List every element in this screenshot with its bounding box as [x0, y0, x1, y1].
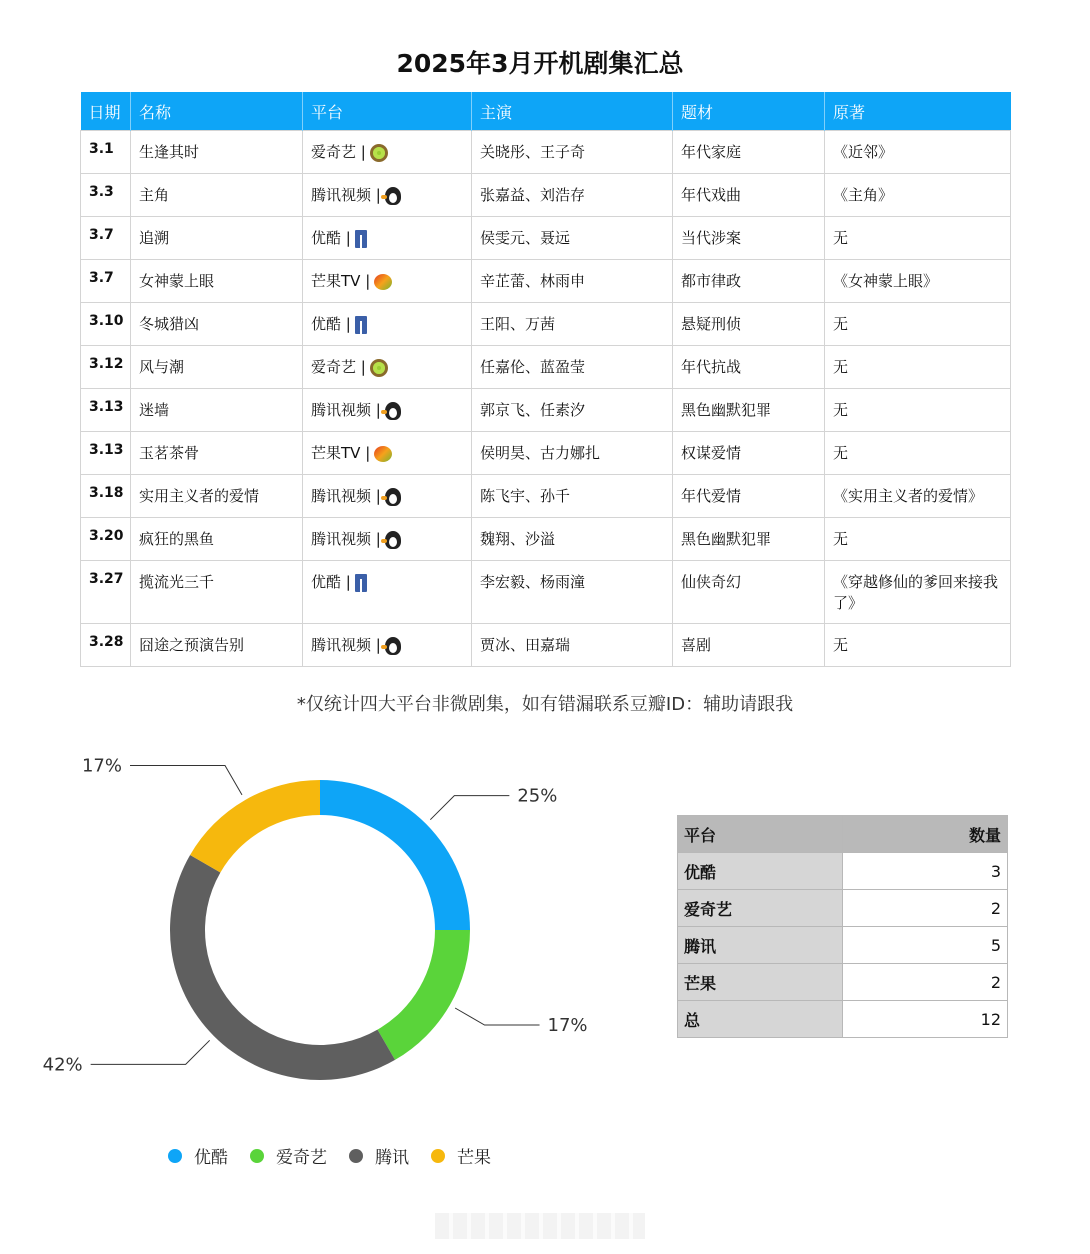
summary-row — [678, 964, 1008, 1001]
cell-source: 《穿越修仙的爹回来接我了》 — [825, 561, 1011, 624]
cell-date: 3.7 — [81, 260, 131, 303]
platform-label: 芒果TV | — [311, 272, 371, 290]
header-date: 日期 — [81, 92, 131, 131]
kiwi-icon — [370, 359, 388, 377]
cell-name: 玉茗茶骨 — [131, 432, 303, 475]
summary-value: 2 — [843, 964, 1008, 1001]
cell-platform — [303, 346, 472, 389]
cell-platform — [303, 432, 472, 475]
cell-date: 3.13 — [81, 389, 131, 432]
cell-name: 风与潮 — [131, 346, 303, 389]
summary-label: 总 — [678, 1001, 843, 1038]
platform-label: 优酷 | — [311, 229, 351, 247]
cell-source: 无 — [825, 217, 1011, 260]
platform-label: 芒果TV | — [311, 444, 371, 462]
table-row — [81, 260, 1011, 303]
cell-cast: 侯明昊、古力娜扎 — [472, 432, 673, 475]
summary-label: 爱奇艺 — [678, 890, 843, 927]
summary-label: 腾讯 — [678, 927, 843, 964]
cell-cast: 郭京飞、任素汐 — [472, 389, 673, 432]
cell-name: 揽流光三千 — [131, 561, 303, 624]
penguin-icon — [385, 637, 401, 655]
jeans-icon — [355, 230, 367, 248]
summary-header-row — [678, 816, 1008, 853]
cell-genre: 都市律政 — [673, 260, 825, 303]
cell-cast: 陈飞宇、孙千 — [472, 475, 673, 518]
platform-label: 腾讯视频 | — [311, 487, 381, 505]
cell-cast: 任嘉伦、蓝盈莹 — [472, 346, 673, 389]
cell-genre: 年代家庭 — [673, 131, 825, 174]
cell-platform — [303, 561, 472, 624]
watermark-blur — [435, 1213, 645, 1239]
summary-table — [677, 815, 1008, 1038]
summary-value: 5 — [843, 927, 1008, 964]
cell-genre: 当代涉案 — [673, 217, 825, 260]
cell-date: 3.10 — [81, 303, 131, 346]
cell-platform — [303, 260, 472, 303]
donut-slice-4 — [190, 780, 320, 873]
cell-platform — [303, 518, 472, 561]
legend-dot-icon — [168, 1149, 182, 1163]
donut-slice-2 — [378, 930, 471, 1060]
cell-source: 《女神蒙上眼》 — [825, 260, 1011, 303]
legend-item — [431, 1143, 491, 1168]
cell-platform — [303, 303, 472, 346]
cell-date: 3.12 — [81, 346, 131, 389]
legend-item — [168, 1143, 228, 1168]
cell-cast: 魏翔、沙溢 — [472, 518, 673, 561]
cell-name: 冬城猎凶 — [131, 303, 303, 346]
penguin-icon — [385, 488, 401, 506]
header-name: 名称 — [131, 92, 303, 131]
cell-source: 无 — [825, 303, 1011, 346]
cell-source: 无 — [825, 389, 1011, 432]
cell-source: 无 — [825, 432, 1011, 475]
leader-line-1 — [430, 796, 509, 820]
cell-cast: 王阳、万茜 — [472, 303, 673, 346]
cell-date: 3.1 — [81, 131, 131, 174]
cell-date: 3.28 — [81, 624, 131, 667]
penguin-icon — [385, 531, 401, 549]
table-row — [81, 561, 1011, 624]
legend-label: 优酷 — [194, 1148, 228, 1168]
legend-dot-icon — [250, 1149, 264, 1163]
jeans-icon — [355, 316, 367, 334]
table-row — [81, 475, 1011, 518]
table-row — [81, 131, 1011, 174]
percent-label-2: 17% — [547, 1015, 588, 1036]
percent-label-4: 17% — [81, 755, 122, 777]
legend-dot-icon — [431, 1149, 445, 1163]
cell-cast: 张嘉益、刘浩存 — [472, 174, 673, 217]
cell-genre: 年代爱情 — [673, 475, 825, 518]
cell-date: 3.13 — [81, 432, 131, 475]
table-row — [81, 346, 1011, 389]
leader-line-2 — [455, 1008, 539, 1025]
cell-date: 3.3 — [81, 174, 131, 217]
cell-source: 《近邻》 — [825, 131, 1011, 174]
kiwi-icon — [370, 144, 388, 162]
platform-label: 爱奇艺 | — [311, 143, 366, 161]
cell-source: 《实用主义者的爱情》 — [825, 475, 1011, 518]
cell-platform — [303, 624, 472, 667]
cell-platform — [303, 475, 472, 518]
summary-row — [678, 853, 1008, 890]
cell-genre: 年代戏曲 — [673, 174, 825, 217]
cell-date: 3.20 — [81, 518, 131, 561]
cell-platform — [303, 131, 472, 174]
header-genre: 题材 — [673, 92, 825, 131]
cell-genre: 悬疑刑侦 — [673, 303, 825, 346]
cell-source: 无 — [825, 346, 1011, 389]
table-row — [81, 303, 1011, 346]
mango-icon — [374, 446, 392, 462]
platform-label: 爱奇艺 | — [311, 358, 366, 376]
cell-cast: 侯雯元、聂远 — [472, 217, 673, 260]
summary-value: 2 — [843, 890, 1008, 927]
chart-legend — [168, 1143, 491, 1168]
cell-cast: 辛芷蕾、林雨申 — [472, 260, 673, 303]
cell-genre: 权谋爱情 — [673, 432, 825, 475]
platform-label: 腾讯视频 | — [311, 186, 381, 204]
table-row — [81, 389, 1011, 432]
leader-line-4 — [130, 765, 242, 794]
header-source: 原著 — [825, 92, 1011, 131]
table-row — [81, 624, 1011, 667]
platform-label: 优酷 | — [311, 573, 351, 591]
cell-date: 3.27 — [81, 561, 131, 624]
summary-label: 优酷 — [678, 853, 843, 890]
cell-source: 无 — [825, 624, 1011, 667]
cell-name: 主角 — [131, 174, 303, 217]
summary-header-count: 数量 — [843, 816, 1008, 853]
penguin-icon — [385, 187, 401, 205]
table-row — [81, 217, 1011, 260]
table-row — [81, 174, 1011, 217]
platform-label: 腾讯视频 | — [311, 636, 381, 654]
cell-platform — [303, 217, 472, 260]
cell-name: 实用主义者的爱情 — [131, 475, 303, 518]
summary-row — [678, 890, 1008, 927]
table-row — [81, 432, 1011, 475]
penguin-icon — [385, 402, 401, 420]
summary-label: 芒果 — [678, 964, 843, 1001]
summary-row — [678, 927, 1008, 964]
mango-icon — [374, 274, 392, 290]
legend-label: 芒果 — [457, 1148, 491, 1168]
footnote: *仅统计四大平台非微剧集，如有错漏联系豆瓣ID：辅助请跟我 — [296, 694, 794, 715]
cell-genre: 喜剧 — [673, 624, 825, 667]
platform-label: 腾讯视频 | — [311, 401, 381, 419]
legend-label: 腾讯 — [375, 1148, 409, 1168]
cell-genre: 黑色幽默犯罪 — [673, 389, 825, 432]
legend-item — [349, 1143, 409, 1168]
cell-name: 生逢其时 — [131, 131, 303, 174]
page-title: 2025年3月开机剧集汇总 — [396, 49, 684, 78]
summary-value: 12 — [843, 1001, 1008, 1038]
cell-genre: 黑色幽默犯罪 — [673, 518, 825, 561]
legend-dot-icon — [349, 1149, 363, 1163]
percent-label-1: 25% — [517, 785, 558, 807]
cell-platform — [303, 389, 472, 432]
cell-name: 追溯 — [131, 217, 303, 260]
cell-cast: 关晓彤、王子奇 — [472, 131, 673, 174]
cell-date: 3.18 — [81, 475, 131, 518]
platform-label: 腾讯视频 | — [311, 530, 381, 548]
header-platform: 平台 — [303, 92, 472, 131]
summary-row — [678, 1001, 1008, 1038]
legend-item — [250, 1143, 327, 1168]
cell-cast: 贾冰、田嘉瑞 — [472, 624, 673, 667]
cell-name: 疯狂的黑鱼 — [131, 518, 303, 561]
cell-source: 《主角》 — [825, 174, 1011, 217]
platform-label: 优酷 | — [311, 315, 351, 333]
legend-label: 爱奇艺 — [276, 1148, 327, 1168]
table-header-row — [81, 92, 1011, 131]
cell-platform — [303, 174, 472, 217]
cell-name: 女神蒙上眼 — [131, 260, 303, 303]
cell-name: 迷墙 — [131, 389, 303, 432]
cell-cast: 李宏毅、杨雨潼 — [472, 561, 673, 624]
summary-value: 3 — [843, 853, 1008, 890]
header-cast: 主演 — [472, 92, 673, 131]
cell-source: 无 — [825, 518, 1011, 561]
leader-line-3 — [91, 1040, 210, 1064]
summary-header-platform: 平台 — [678, 816, 843, 853]
table-row — [81, 518, 1011, 561]
drama-table — [80, 92, 1011, 667]
donut-chart — [42, 755, 588, 1100]
percent-label-3: 42% — [42, 1054, 83, 1076]
jeans-icon — [355, 574, 367, 592]
cell-date: 3.7 — [81, 217, 131, 260]
cell-name: 囧途之预演告别 — [131, 624, 303, 667]
cell-genre: 仙侠奇幻 — [673, 561, 825, 624]
cell-genre: 年代抗战 — [673, 346, 825, 389]
